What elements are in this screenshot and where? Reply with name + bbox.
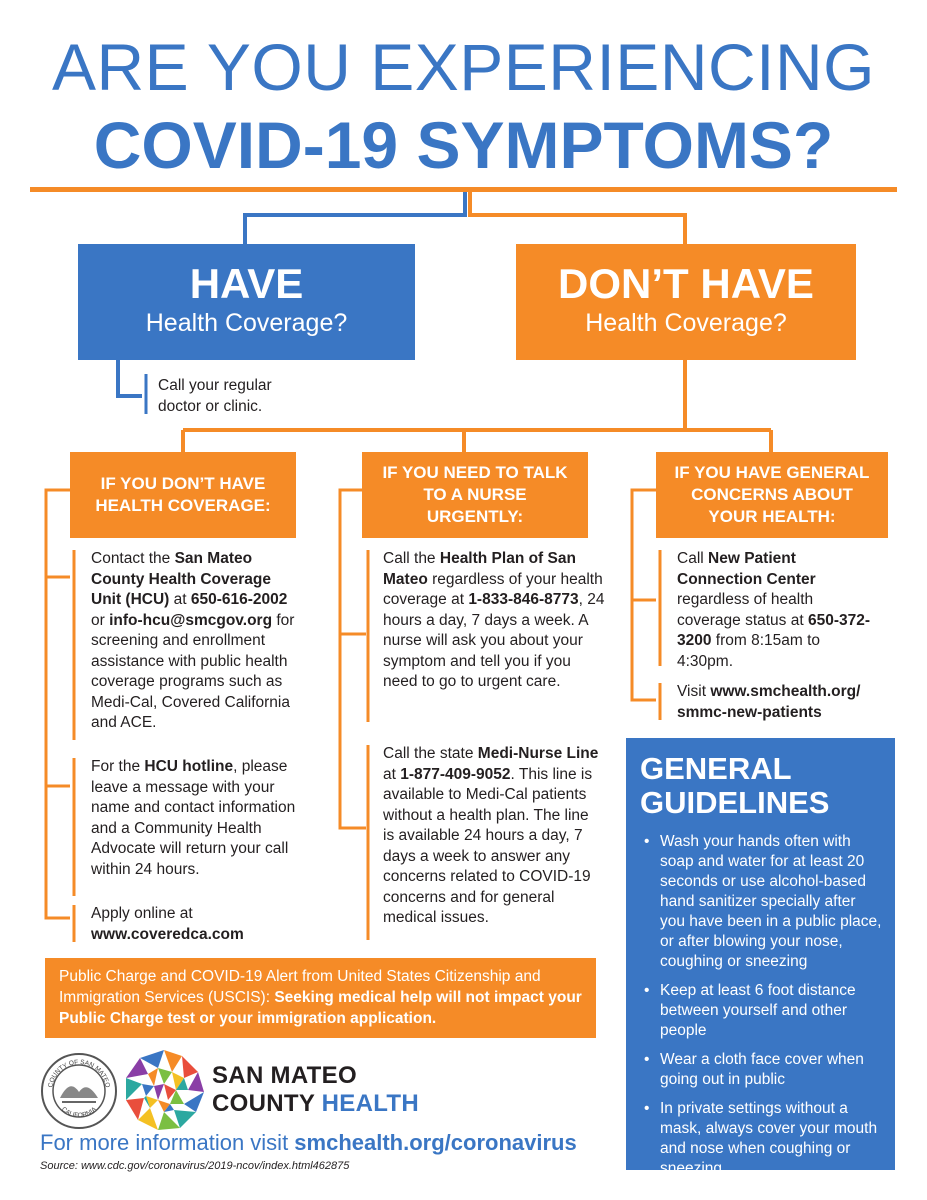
col2-item-1: Call the Health Plan of San Mateo regardless of your health coverage at 1-833-846-8773, 24 hours a day, 7 days a week. A nurse will ask you about your symptom and tell you if you need to go to urgent care. (383, 550, 605, 690)
dont-have-heading: DON’T HAVE (558, 260, 814, 307)
guideline-item: • Wash your hands often with soap and water for at least 20 seconds or use alcohol-based hand sanitizer specially after you have been in a public place, or after blowing your nose, coughing or sneezing (640, 832, 883, 972)
title-line-2: COVID-19 SYMPTOMS? (93, 108, 834, 182)
county-seal-icon (40, 1052, 118, 1130)
col3-item-1: Call New Patient Connection Center regardless of health coverage status at 650-372-3200 from 8:15am to 4:30pm. (677, 550, 871, 670)
title-line-1: ARE YOU EXPERIENCING (52, 30, 875, 104)
svg-text:COUNTY OF SAN MATEO: COUNTY OF SAN MATEO (47, 1058, 111, 1089)
guidelines-title-1: GENERAL (640, 751, 792, 786)
have-heading: HAVE (189, 260, 304, 307)
col1-item-1: Contact the San Mateo County Health Coverage Unit (HCU) at 650-616-2002 or info-hcu@smcgov.org for screening and enrollment assistance with public health coverage programs such as Medi-Cal, Covered California and ACE. (91, 550, 295, 731)
logo-line-1: SAN MATEO (212, 1062, 357, 1089)
public-charge-alert: Public Charge and COVID-19 Alert from United States Citizenship and Immigration Services (USCIS): Seeking medical help will not impact your Public Charge test or your immigration application. (45, 958, 596, 1038)
have-subheading: Health Coverage? (145, 309, 348, 337)
col3-item-2: Visit www.smchealth.org/ smmc-new-patients (677, 683, 861, 721)
guideline-item: • In private settings without a mask, always cover your mouth and nose when coughing or sneezing (640, 1099, 883, 1179)
col1-item-3: Apply online at www.coveredca.com (91, 905, 244, 943)
general-guidelines-panel (626, 738, 895, 1177)
col1-item-2: For the HCU hotline, please leave a message with your name and contact information and a Community Health Advocate will return your call within 24 hours. (91, 758, 296, 878)
col1-heading: IF YOU DON’T HAVE HEALTH COVERAGE: (70, 452, 296, 538)
col2-heading: IF YOU NEED TO TALK TO A NURSE URGENTLY: (362, 452, 588, 538)
col2-item-2: Call the state Medi-Nurse Line at 1-877-409-9052. This line is available to Medi-Cal patients without a health plan. The line is available 24 hours a day, 7 days a week to answer any concerns related to COVID-19 concerns and for general medical issues. (383, 745, 599, 926)
more-info-line: For more information visit smchealth.org/coronavirus (40, 1130, 577, 1155)
guideline-item: • Keep at least 6 foot distance between yourself and other people (640, 981, 883, 1041)
smc-health-logo-icon (122, 1048, 206, 1132)
svg-text:CALIFORNIA: CALIFORNIA (60, 1105, 98, 1120)
logo-line-2: COUNTY HEALTH (212, 1090, 420, 1117)
guidelines-title-2: GUIDELINES (640, 785, 830, 820)
more-info-link[interactable]: smchealth.org/coronavirus (294, 1130, 577, 1155)
dont-have-coverage-box (516, 244, 856, 360)
guideline-item: • Wear a cloth face cover when going out in public (640, 1050, 883, 1090)
have-note: Call your regular doctor or clinic. (158, 377, 272, 415)
guidelines-list (640, 832, 883, 1179)
dont-have-subheading: Health Coverage? (585, 309, 787, 337)
col3-heading: IF YOU HAVE GENERAL CONCERNS ABOUT YOUR HEALTH: (656, 452, 888, 538)
have-coverage-box (78, 244, 415, 360)
source-citation: Source: www.cdc.gov/coronavirus/2019-ncov/index.html462875 (40, 1160, 350, 1172)
